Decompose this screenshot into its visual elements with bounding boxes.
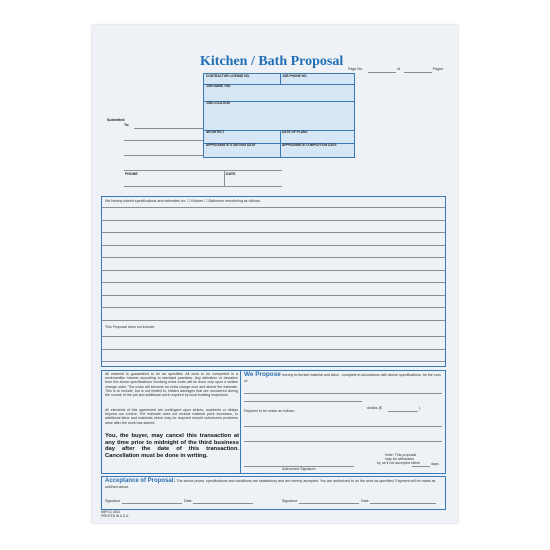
spec-ruled-line[interactable] xyxy=(102,295,445,296)
signature-label-2: Signature xyxy=(282,499,298,503)
spec-ruled-line[interactable] xyxy=(102,361,445,362)
signature-field-2[interactable] xyxy=(299,503,359,504)
sum-line-2[interactable] xyxy=(244,401,362,402)
we-propose-block xyxy=(244,372,444,384)
note-line-3: by us if not accepted within xyxy=(377,461,421,465)
page-total-field[interactable] xyxy=(404,72,432,73)
job-info-box xyxy=(203,73,355,158)
payment-label: Payment to be made as follows: xyxy=(244,409,295,413)
we-propose-text: hereby to furnish material and labor - complete in accordance with above specifications, for the sum of: xyxy=(244,373,441,383)
phone-date-bottom-line xyxy=(124,186,282,187)
withdraw-note xyxy=(377,453,421,465)
authorized-signature-label: Authorized Signature xyxy=(282,467,316,471)
acceptance-block xyxy=(105,478,443,489)
signature-label-1: Signature xyxy=(105,499,121,503)
job-phone-label: JOB PHONE NO. xyxy=(282,74,308,78)
architect-label: ARCHITECT xyxy=(206,130,225,134)
terms-paragraph-1: All material is guaranteed to be as specified. All work to be completed in a workmanlike manner according to standard practices. Any alteration or deviation from the above specifications involving extra costs will be done only upon a written change order. The costs will become an extra charge over and above the estimate. This is to include, but is not limited to, hidden damages that are uncovered during the course of the job and additional work required by local building inspectors. xyxy=(105,372,238,398)
terms-paragraph-2: All elements of this agreement are contingent upon strikes, accidents or delays beyond our control. The estimate does not include material price increases, or additional labor and materials which may be required should unforeseen problems arise after the work has started. xyxy=(105,408,238,425)
spec-ruled-line[interactable] xyxy=(102,336,445,337)
page-no-field[interactable] xyxy=(368,72,396,73)
days-label: days. xyxy=(431,462,440,466)
info-col-divider-1 xyxy=(280,74,281,84)
dollars-close-paren: ). xyxy=(419,406,422,410)
phone-label: PHONE xyxy=(125,172,138,176)
pages-label: Pages xyxy=(433,67,444,71)
job-name-label: JOB NAME / NO. xyxy=(206,84,232,88)
spec-ruled-line[interactable] xyxy=(102,320,445,321)
spec-ruled-line[interactable] xyxy=(102,349,445,350)
acceptance-text: The above prices, specifications and conditions are satisfactory and are hereby accepted. You are authorized to do the work as specified. Payment will be made as outlined above. xyxy=(105,479,436,489)
signature-field-1[interactable] xyxy=(122,503,182,504)
form-code: KBPOC 6810 xyxy=(101,510,121,514)
approx-completion-label: APPROXIMATE COMPLETION DATE xyxy=(282,143,337,147)
submitted-to-field-4[interactable] xyxy=(124,170,282,171)
dollars-label: dollars ($ xyxy=(367,406,382,410)
cancellation-notice: You, the buyer, may cancel this transaction at any time prior to midnight of the third business day after the date of this transaction. Cancellation must be done in writing. xyxy=(105,433,239,459)
printed-in-label: PRINTED IN U.S.A. xyxy=(101,514,130,518)
payment-line-2[interactable] xyxy=(244,441,442,442)
we-propose-heading: We Propose xyxy=(244,371,281,378)
spec-ruled-line[interactable] xyxy=(102,282,445,283)
payment-line-1[interactable] xyxy=(244,426,442,427)
spec-ruled-line[interactable] xyxy=(102,270,445,271)
sum-line-1[interactable] xyxy=(244,393,442,394)
date-label-2: Date xyxy=(361,499,369,503)
of-label: of xyxy=(397,67,400,71)
not-include-label: This Proposal does not include: xyxy=(105,325,156,329)
info-col-divider-2 xyxy=(280,130,281,158)
page-number-row xyxy=(348,67,363,71)
job-location-label: JOB LOCATION xyxy=(206,101,230,105)
date-field-1[interactable] xyxy=(193,503,253,504)
dollars-field[interactable] xyxy=(388,411,418,412)
spec-ruled-line[interactable] xyxy=(102,257,445,258)
spec-ruled-line[interactable] xyxy=(102,232,445,233)
submitted-label: Submitted xyxy=(107,118,125,122)
date-of-plans-label: DATE OF PLANS xyxy=(282,130,308,134)
spec-ruled-line[interactable] xyxy=(102,207,445,208)
terms-divider xyxy=(240,371,241,474)
to-label: To: xyxy=(124,123,130,127)
date-label-1: Date xyxy=(184,499,192,503)
spec-ruled-line[interactable] xyxy=(102,245,445,246)
form-title: Kitchen / Bath Proposal xyxy=(200,54,344,69)
approx-start-label: APPROXIMATE STARTING DATE xyxy=(206,143,256,147)
info-row-divider-3 xyxy=(204,130,354,131)
specs-intro: We hereby submit specifications and estimates for: ☐ Kitchen ☐ Bathroom remodeling as follows: xyxy=(105,199,261,203)
phone-date-divider xyxy=(224,170,225,186)
date-field-2[interactable] xyxy=(370,503,436,504)
note-line-1: Note: This proposal xyxy=(385,453,417,457)
contractor-license-label: CONTRACTOR LICENSE NO. xyxy=(206,74,250,78)
spec-ruled-line[interactable] xyxy=(102,307,445,308)
days-field[interactable] xyxy=(412,466,430,467)
acceptance-heading: Acceptance of Proposal: xyxy=(105,478,176,484)
note-line-2: may be withdrawn xyxy=(385,457,414,461)
page-no-label: Page No. xyxy=(348,67,363,71)
spec-ruled-line[interactable] xyxy=(102,220,445,221)
date-label: DATE xyxy=(226,172,236,176)
